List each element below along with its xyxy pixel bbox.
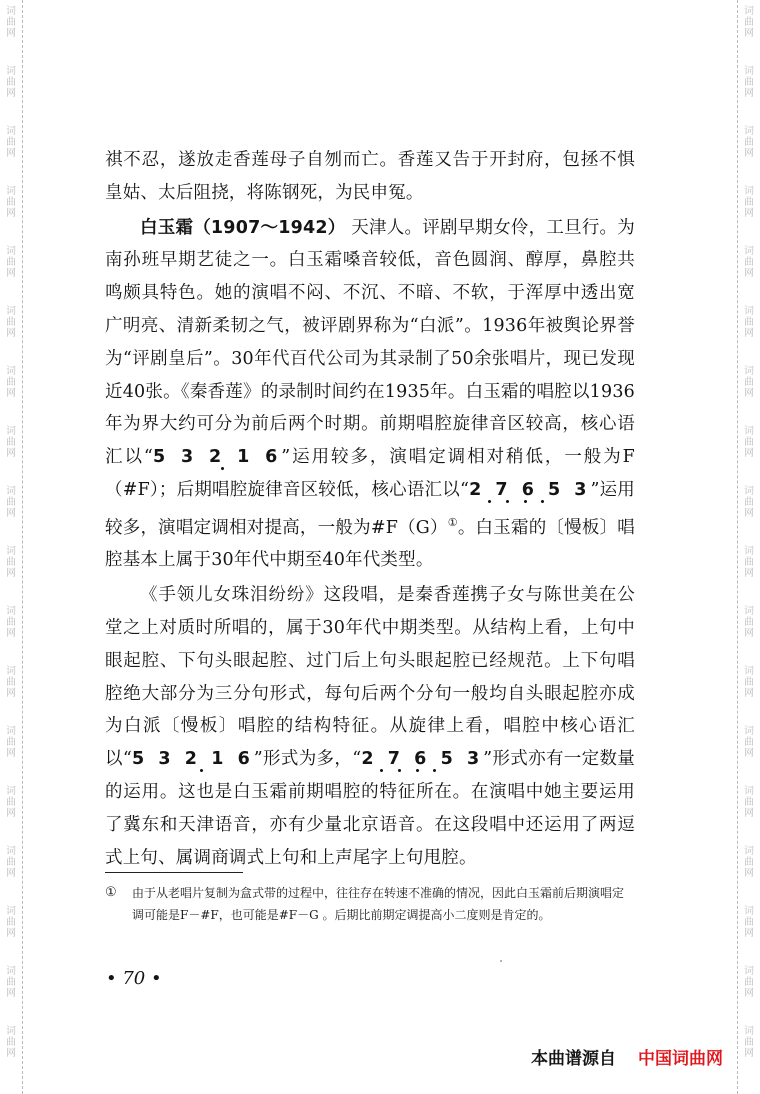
watermark-label: 词 曲 网 (744, 906, 754, 939)
footnote-divider (105, 872, 243, 873)
footnote (105, 882, 633, 926)
paragraph-1: 祺不忍，遂放走香莲母子自刎而亡。香莲又告于开封府，包拯不惧皇姑、太后阻挠，将陈钢死，为民申冤。 (105, 150, 635, 203)
credit-prefix: 本曲谱源自 (531, 1049, 616, 1069)
left-watermark-rail (0, 0, 23, 1094)
watermark-label: 词 曲 网 (6, 246, 16, 279)
watermark-label: 词 曲 网 (6, 66, 16, 99)
watermark-label: 词 曲 网 (6, 786, 16, 819)
core-motif-1: 5 3 2 1 6 (153, 447, 281, 467)
watermark-label: 词 曲 网 (6, 966, 16, 999)
core-motif-4: 2 7 6 5 3 (361, 749, 483, 769)
watermark-label: 词 曲 网 (6, 666, 16, 699)
core-motif-3: 5 3 2 1 6 (132, 749, 254, 769)
watermark-label: 词 曲 网 (744, 186, 754, 219)
watermark-label: 词 曲 网 (744, 426, 754, 459)
watermark-label: 词 曲 网 (6, 726, 16, 759)
watermark-label: 词 曲 网 (744, 1026, 754, 1059)
watermark-label: 词 曲 网 (744, 546, 754, 579)
watermark-label: 词 曲 网 (6, 486, 16, 519)
watermark-label: 词 曲 网 (744, 846, 754, 879)
watermark-label: 词 曲 网 (744, 486, 754, 519)
paragraph-2: 白玉霜（1907～1942） 天津人。评剧早期女伶，工旦行。为南孙班早期艺徒之一。白玉霜嗓音较低，音色圆润、醇厚，鼻腔共鸣颇具特色。她的演唱不闷、不沉、不暗、不软，于浑厚中透出宽广明亮、清新柔韧之气，被评剧界称为“白派”。1936年被舆论界誉为“评剧皇后”。30年代百代公司为其录制了50余张唱片，现已发现近40张。《秦香莲》的录制时间约在1935年。白玉霜的唱腔以1936年为界大约可分为前后两个时期。前期唱腔旋律音区较高，核心语汇以“5 3 2 1 6 ”运用较多，演唱定调相对稍低，一般为F（#F）；后期唱腔旋律音区较低，核心语汇以“2 7 6 5 3 ”运用较多，演唱定调相对提高，一般为#F（G）①。白玉霜的〔慢板〕唱腔基本上属于30年代中期至40年代类型。 (105, 217, 636, 571)
watermark-label: 词 曲 网 (744, 786, 754, 819)
watermark-label: 词 曲 网 (6, 6, 16, 39)
source-credit (531, 1044, 723, 1069)
watermark-label: 词 曲 网 (6, 546, 16, 579)
core-motif-2: 2 7 6 5 3 (469, 480, 590, 500)
watermark-label: 词 曲 网 (6, 906, 16, 939)
key-sharp-f: #F (122, 479, 150, 500)
watermark-label: 词 曲 网 (744, 666, 754, 699)
watermark-label: 词 曲 网 (6, 366, 16, 399)
watermark-label: 词 曲 网 (6, 306, 16, 339)
watermark-label: 词 曲 网 (6, 426, 16, 459)
paragraph-3: 《手领儿女珠泪纷纷》这段唱，是秦香莲携子女与陈世美在公堂之上对质时所唱的，属于30年代中期类型。从结构上看，上句中眼起腔、下句头眼起腔、过门后上句头眼起腔已经规范。上下句唱腔绝大部分为三分句形式，每句后两个分句一般均自头眼起腔亦成为白派〔慢板〕唱腔的结构特征。从旋律上看，唱腔中核心语汇以“5 3 2 1 6 ”形式为多，“2 7 6 5 3 ”形式亦有一定数量的运用。这也是白玉霜前期唱腔的特征所在。在演唱中她主要运用了冀东和天津语音，亦有少量北京语音。在这段唱中还运用了两逗式上句、属调商调式上句和上声尾字上句甩腔。 (105, 585, 635, 868)
footnote-mark: ① (105, 885, 117, 900)
entry-heading: 白玉霜（1907～1942） (140, 217, 346, 238)
page-number: • 70 • (106, 968, 162, 989)
watermark-label: 词 曲 网 (744, 66, 754, 99)
footnote-reference[interactable]: ① (447, 515, 458, 529)
credit-site-link[interactable]: 中国词曲网 (638, 1049, 723, 1069)
watermark-label: 词 曲 网 (744, 246, 754, 279)
footnote-text: 由于从老唱片复制为盒式带的过程中，往往存在转速不准确的情况，因此白玉霜前后期演唱定调可能是F－#F，也可能是#F－G 。后期比前期定调提高小二度则是肯定的。 (132, 886, 625, 922)
watermark-label: 词 曲 网 (744, 966, 754, 999)
watermark-label: 词 曲 网 (6, 186, 16, 219)
scan-speck (500, 960, 502, 962)
body-text (105, 144, 635, 874)
watermark-label: 词 曲 网 (744, 726, 754, 759)
watermark-label: 词 曲 网 (6, 846, 16, 879)
watermark-label: 词 曲 网 (6, 606, 16, 639)
right-watermark-rail (737, 0, 760, 1094)
key-sharp-f-2: #F (370, 517, 399, 538)
watermark-label: 词 曲 网 (744, 6, 754, 39)
watermark-label: 词 曲 网 (6, 126, 16, 159)
watermark-label: 词 曲 网 (744, 126, 754, 159)
watermark-label: 词 曲 网 (744, 366, 754, 399)
watermark-label: 词 曲 网 (744, 306, 754, 339)
watermark-label: 词 曲 网 (6, 1026, 16, 1059)
watermark-label: 词 曲 网 (744, 606, 754, 639)
